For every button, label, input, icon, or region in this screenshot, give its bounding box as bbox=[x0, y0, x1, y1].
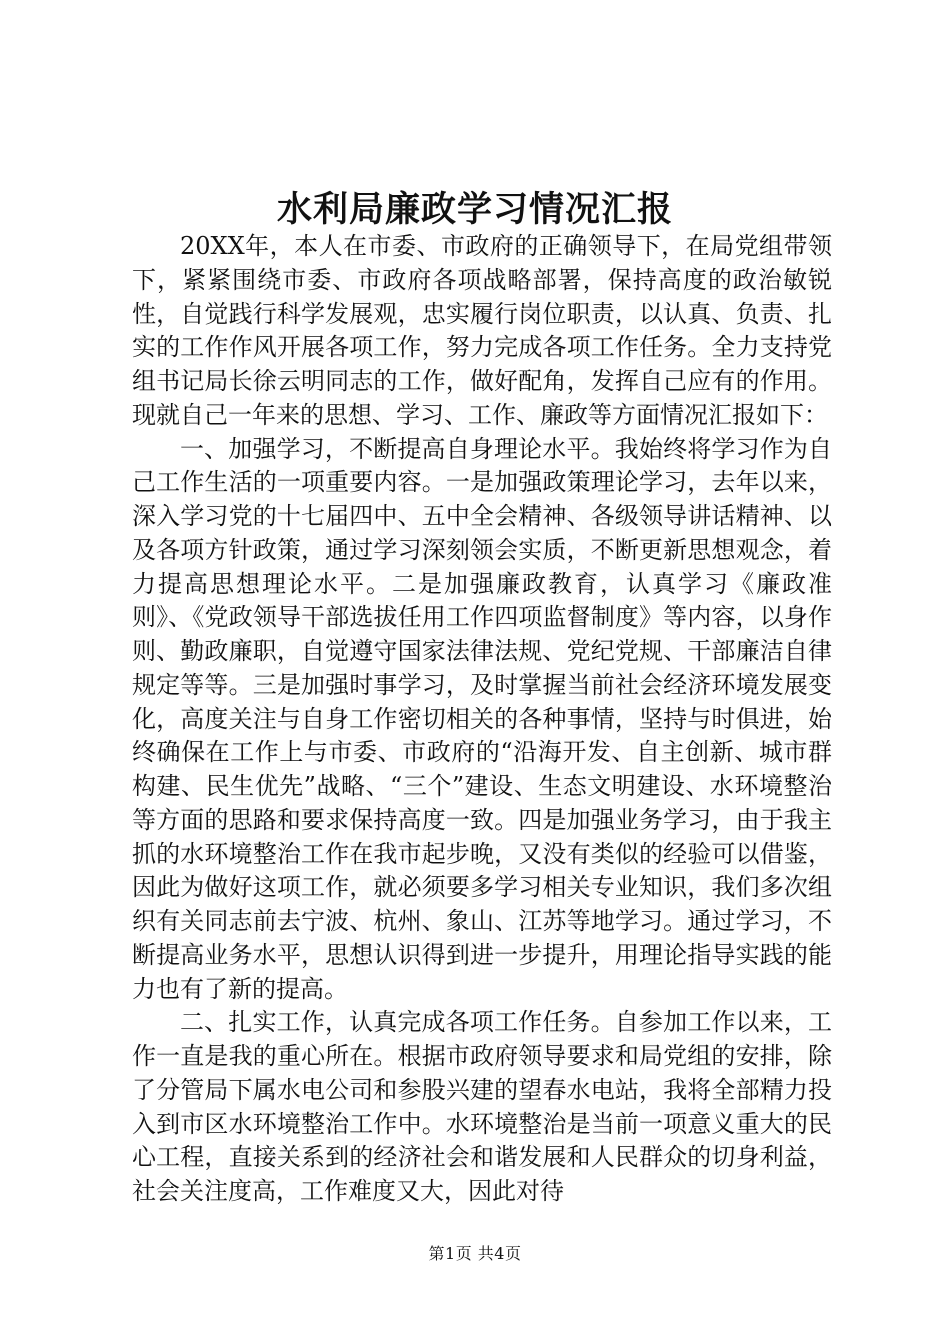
paragraph-section-2: 二、扎实工作，认真完成各项工作任务。自参加工作以来，工作一直是我的重心所在。根据市政府领导要求和局党组的安排，除了分管局下属水电公司和参股兴建的望春水电站，我将全部精力投入到市区水环境整治工作中。水环境整治是当前一项意义重大的民心工程，直接关系到的经济社会和谐发展和人民群众的切身利益，社会关注度高，工作难度又大，因此对待 bbox=[132, 1008, 832, 1205]
paragraph-intro: 20XX年，本人在市委、市政府的正确领导下，在局党组带领下，紧紧围绕市委、市政府各项战略部署，保持高度的政治敏锐性，自觉践行科学发展观，忠实履行岗位职责，以认真、负责、扎实的工作作风开展各项工作，努力完成各项工作任务。全力支持党组书记局长徐云明同志的工作，做好配角，发挥自己应有的作用。现就自己一年来的思想、学习、工作、廉政等方面情况汇报如下： bbox=[132, 232, 832, 429]
document-body bbox=[132, 230, 832, 1209]
paragraph-section-1: 一、加强学习，不断提高自身理论水平。我始终将学习作为自己工作生活的一项重要内容。一是加强政策理论学习，去年以来，深入学习党的十七届四中、五中全会精神、各级领导讲话精神、以及各项方针政策，通过学习深刻领会实质，不断更新思想观念，着力提高思想理论水平。二是加强廉政教育，认真学习《廉政准则》、《党政领导干部选拔任用工作四项监督制度》等内容，以身作则、勤政廉职，自觉遵守国家法律法规、党纪党规、干部廉洁自律规定等等。三是加强时事学习，及时掌握当前社会经济环境发展变化，高度关注与自身工作密切相关的各种事情，坚持与时俱进，始终确保在工作上与市委、市政府的“沿海开发、自主创新、城市群构建、民生优先”战略、“三个”建设、生态文明建设、水环境整治等方面的思路和要求保持高度一致。四是加强业务学习，由于我主抓的水环境整治工作在我市起步晚，又没有类似的经验可以借鉴，因此为做好这项工作，就必须要多学习相关专业知识，我们多次组织有关同志前去宁波、杭州、象山、江苏等地学习。通过学习，不断提高业务水平，思想认识得到进一步提升，用理论指导实践的能力也有了新的提高。 bbox=[132, 434, 832, 1003]
page-title: 水利局廉政学习情况汇报 bbox=[276, 189, 673, 230]
page-indicator: 第1页 共4页 bbox=[428, 1244, 522, 1263]
